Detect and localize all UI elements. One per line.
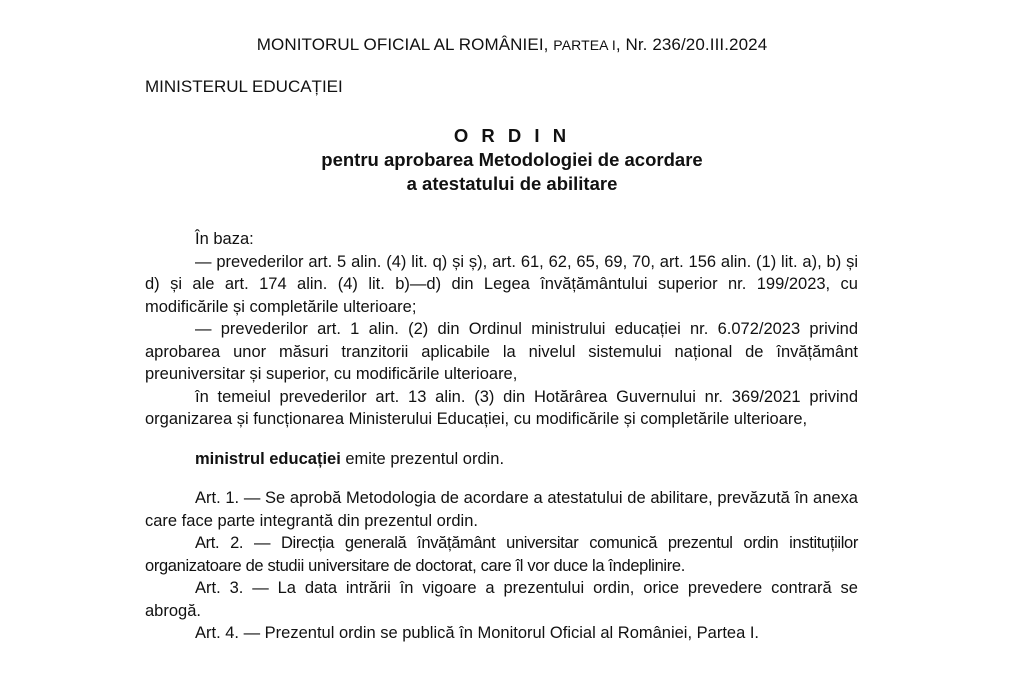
title-line-2: a atestatului de abilitare bbox=[406, 173, 618, 194]
article-2: Art. 2. — Direcția generală învățământ universitar comunică prezentul ordin instituțiilor organizatoare de studii universitare de doctorat, care îl vor duce la îndeplinire. bbox=[145, 534, 858, 575]
gazette-number: , Nr. 236/20.III.2024 bbox=[615, 35, 768, 54]
gazette-header bbox=[0, 35, 1024, 55]
preamble-item-2: — prevederilor art. 1 alin. (2) din Ordinul ministrului educației nr. 6.072/2023 privind aprobarea unor măsuri tranzitorii aplicabile la nivelul sistemului național de învățământ preuniversitar și superior, cu modificările ulterioare, bbox=[145, 320, 858, 383]
preamble-basis: în temeiul prevederilor art. 13 alin. (3) din Hotărârea Guvernului nr. 369/2021 privind organizarea și funcționarea Ministerului Educației, cu modificările și completările ulterioare, bbox=[145, 387, 858, 428]
enacting-clause bbox=[145, 448, 858, 471]
article-3: Art. 3. — La data intrării în vigoare a prezentului ordin, orice prevedere contrară se abrogă. bbox=[145, 579, 858, 620]
document-body bbox=[145, 228, 858, 645]
gazette-part: PARTEA I bbox=[553, 37, 616, 53]
enacting-actor: ministrul educației bbox=[195, 449, 341, 468]
preamble-item-1: — prevederilor art. 5 alin. (4) lit. q) și ș), art. 61, 62, 65, 69, 70, art. 156 alin. (1) lit. a), b) și d) și ale art. 174 alin. (4) lit. b)—d) din Legea învățământului superior nr. 199/2023, cu modificările și completările ulterioare; bbox=[145, 252, 858, 316]
issuing-ministry: MINISTERUL EDUCAȚIEI bbox=[145, 77, 343, 96]
gazette-name: MONITORUL OFICIAL AL ROMÂNIEI, bbox=[256, 35, 549, 54]
preamble-intro: În baza: bbox=[195, 230, 254, 248]
enacting-action: emite prezentul ordin. bbox=[340, 449, 505, 468]
document-type: O R D I N bbox=[453, 125, 571, 146]
article-4: Art. 4. — Prezentul ordin se publică în Monitorul Oficial al României, Partea I. bbox=[195, 624, 760, 642]
title-line-1: pentru aprobarea Metodologiei de acordare bbox=[321, 149, 703, 170]
article-1: Art. 1. — Se aprobă Metodologia de acordare a atestatului de abilitare, prevăzută în anexa care face parte integrantă din prezentul ordin. bbox=[145, 489, 858, 530]
document-title bbox=[0, 124, 1024, 196]
